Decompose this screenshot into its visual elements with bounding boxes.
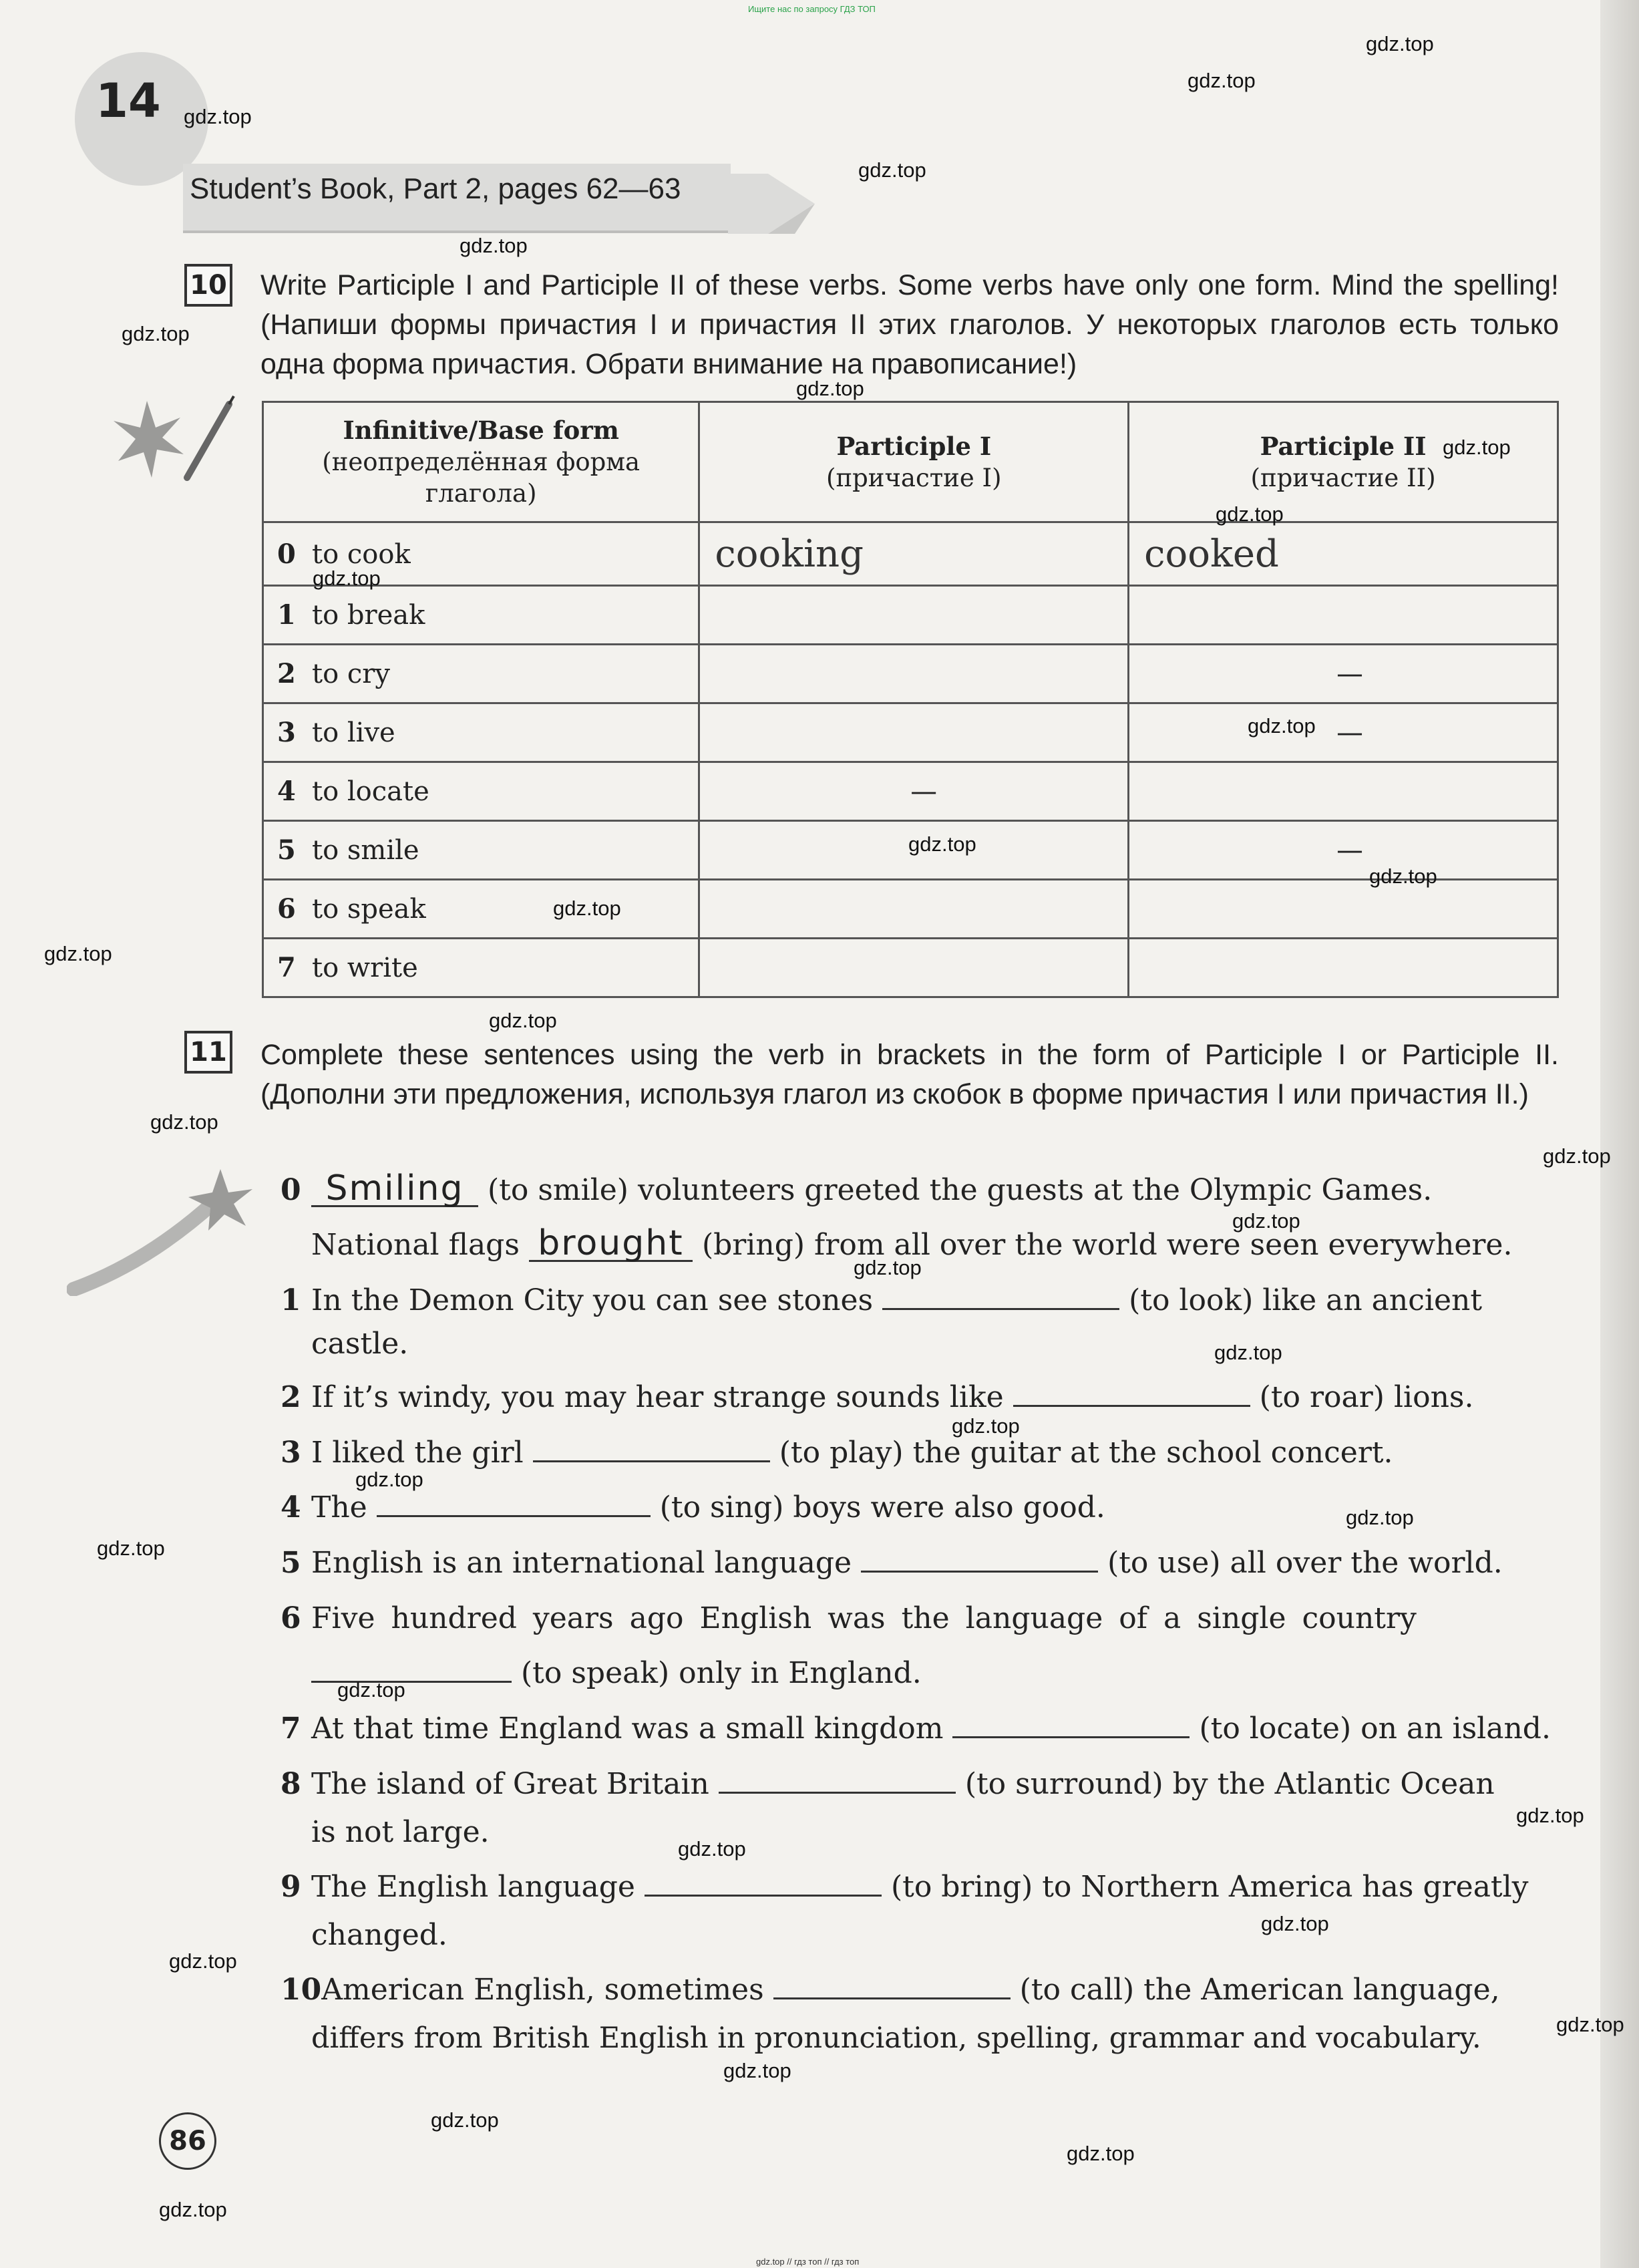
sentence-text: Five hundred years ago English was the language of a single country xyxy=(311,1601,1417,1635)
sentence-number: 8 xyxy=(281,1767,301,1801)
header-title: Participle I xyxy=(836,431,992,461)
sentence-number: 6 xyxy=(281,1601,301,1635)
participle-2-cell: — xyxy=(1129,645,1558,703)
top-link[interactable]: Ищите нас по запросу ГДЗ ТОП xyxy=(748,4,876,14)
exercise-10-number: 10 xyxy=(184,264,232,307)
sentence-9 xyxy=(281,1862,1563,1912)
participle-1-cell[interactable] xyxy=(699,880,1129,939)
sentence-text: (to sing) boys were also good. xyxy=(659,1490,1105,1524)
sentence-8-line-2: is not large. xyxy=(311,1815,490,1849)
watermark: gdz.top xyxy=(1188,69,1256,92)
row-number: 0 xyxy=(277,538,296,570)
watermark: gdz.top xyxy=(1232,1209,1300,1233)
row-number: 2 xyxy=(277,658,296,689)
watermark: gdz.top xyxy=(1216,502,1284,526)
table-header-participle-1 xyxy=(699,402,1129,522)
watermark: gdz.top xyxy=(355,1468,423,1491)
sentence-6 xyxy=(281,1594,1563,1643)
watermark: gdz.top xyxy=(1556,2013,1624,2036)
infinitive-cell xyxy=(263,645,699,703)
star-pen-icon xyxy=(110,391,244,484)
participle-2-cell: — xyxy=(1129,703,1558,762)
watermark: gdz.top xyxy=(1369,864,1437,888)
participle-2-cell[interactable] xyxy=(1129,939,1558,997)
watermark: gdz.top xyxy=(1443,436,1511,459)
sentence-2 xyxy=(281,1373,1563,1422)
answer-blank-4[interactable] xyxy=(377,1515,651,1517)
sentence-number: 5 xyxy=(281,1546,301,1580)
watermark: gdz.top xyxy=(553,897,621,920)
watermark: gdz.top xyxy=(460,234,528,257)
sentence-number: 0 xyxy=(281,1173,301,1207)
watermark: gdz.top xyxy=(337,1678,405,1702)
participle-2-cell: cooked xyxy=(1129,522,1558,586)
sentence-text: (to roar) lions. xyxy=(1259,1380,1474,1414)
watermark: gdz.top xyxy=(854,1256,922,1279)
infinitive-cell xyxy=(263,703,699,762)
sentence-number: 1 xyxy=(281,1283,301,1317)
watermark: gdz.top xyxy=(1543,1144,1611,1168)
participle-2-cell[interactable] xyxy=(1129,880,1558,939)
sentence-text: The xyxy=(311,1490,367,1524)
row-number: 4 xyxy=(277,776,296,807)
watermark: gdz.top xyxy=(159,2198,227,2221)
verb: to smile xyxy=(312,835,419,866)
page-number: 14 xyxy=(96,73,161,128)
infinitive-cell xyxy=(263,762,699,821)
sentence-3 xyxy=(281,1428,1563,1478)
participle-2-cell[interactable] xyxy=(1129,762,1558,821)
header-subtitle: (неопределённая форма глагола) xyxy=(322,448,641,508)
header-subtitle: (причастие II) xyxy=(1250,463,1436,492)
table-row xyxy=(263,645,1558,703)
sentence-number: 10 xyxy=(281,1973,322,2007)
verb: to break xyxy=(312,600,425,631)
answer-blank-3[interactable] xyxy=(533,1460,770,1462)
sentence-text: (to play) the guitar at the school concert. xyxy=(779,1436,1393,1470)
verb: to live xyxy=(312,717,395,748)
sentence-number: 3 xyxy=(281,1436,301,1470)
sentence-text: The island of Great Britain xyxy=(311,1767,709,1801)
watermark: gdz.top xyxy=(489,1009,557,1032)
row-number: 5 xyxy=(277,834,296,866)
participle-1-cell[interactable] xyxy=(699,645,1129,703)
watermark: gdz.top xyxy=(908,832,976,856)
sentence-7 xyxy=(281,1704,1563,1754)
shooting-star-icon xyxy=(67,1162,254,1296)
watermark: gdz.top xyxy=(678,1837,746,1860)
sentence-0-line-2 xyxy=(311,1221,1567,1270)
sentence-text: At that time England was a small kingdom xyxy=(311,1712,944,1746)
watermark: gdz.top xyxy=(1214,1341,1282,1364)
watermark: gdz.top xyxy=(1366,32,1434,55)
watermark: gdz.top xyxy=(1261,1912,1329,1935)
answer-0b: brought xyxy=(529,1227,693,1262)
watermark: gdz.top xyxy=(1346,1506,1414,1529)
infinitive-cell xyxy=(263,821,699,880)
watermark: gdz.top xyxy=(44,942,112,965)
watermark: gdz.top xyxy=(150,1110,218,1134)
header-title: Infinitive/Base form xyxy=(343,416,619,445)
watermark: gdz.top xyxy=(313,566,381,590)
table-row xyxy=(263,522,1558,586)
watermark: gdz.top xyxy=(97,1536,165,1560)
participle-2-cell: — xyxy=(1129,821,1558,880)
watermark: gdz.top xyxy=(1248,714,1316,738)
sentence-text: If it’s windy, you may hear strange sounds like xyxy=(311,1380,1004,1414)
sentence-10 xyxy=(281,1965,1563,2015)
table-header-infinitive xyxy=(263,402,699,522)
page-edge-shadow xyxy=(1600,0,1639,2268)
verb: to locate xyxy=(312,776,429,807)
footer-page-number: 86 xyxy=(159,2112,216,2170)
sentence-text: (to smile) volunteers greeted the guests at the Olympic Games. xyxy=(488,1173,1433,1207)
sentence-0 xyxy=(281,1166,1563,1215)
watermark: gdz.top xyxy=(796,377,864,400)
banner-text: Student’s Book, Part 2, pages 62—63 xyxy=(190,172,681,205)
row-number: 3 xyxy=(277,717,296,748)
sentence-text: I liked the girl xyxy=(311,1436,524,1470)
participle-1-cell[interactable] xyxy=(699,586,1129,645)
sentence-5 xyxy=(281,1538,1563,1588)
answer-blank-10[interactable] xyxy=(773,1997,1011,1999)
banner-arrow-icon xyxy=(728,167,822,240)
participle-1-cell[interactable] xyxy=(699,939,1129,997)
exercise-11-number: 11 xyxy=(184,1031,232,1074)
bottom-link[interactable]: gdz.top // гдз топ // гдз топ xyxy=(756,2257,860,2267)
sentence-text: (to use) all over the world. xyxy=(1107,1546,1503,1580)
watermark: gdz.top xyxy=(1516,1804,1584,1827)
watermark: gdz.top xyxy=(431,2108,499,2132)
participle-1-cell: — xyxy=(699,762,1129,821)
answer-blank-5[interactable] xyxy=(861,1571,1098,1573)
sentence-number: 2 xyxy=(281,1380,301,1414)
answer-blank-9[interactable] xyxy=(645,1895,882,1897)
answer-0: Smiling xyxy=(311,1172,478,1207)
participle-1-cell: cooking xyxy=(699,522,1129,586)
table-row xyxy=(263,762,1558,821)
row-number: 6 xyxy=(277,893,296,925)
sentence-text: National flags xyxy=(311,1228,520,1262)
sentence-number: 7 xyxy=(281,1712,301,1746)
answer-blank-1[interactable] xyxy=(882,1308,1119,1310)
verb: to write xyxy=(312,953,418,983)
watermark: gdz.top xyxy=(122,322,190,345)
sentence-text: (to surround) by the Atlantic Ocean xyxy=(964,1767,1495,1801)
exercise-10-instruction: Write Participle I and Participle II of these verbs. Some verbs have only one form. Mind the spelling! (Напиши формы причастия I и причастия II этих глаголов. У некоторых глаголов есть только одна форма причастия. Обрати внимание на правописание!) xyxy=(260,269,1559,380)
row-number: 1 xyxy=(277,599,296,631)
infinitive-cell xyxy=(263,939,699,997)
exercise-11-instruction: Complete these sentences using the verb in brackets in the form of Participle I or Participle II. (Дополни эти предложения, используя глагол из скобок в форме причастия I или причастия II.) xyxy=(260,1039,1559,1110)
watermark: gdz.top xyxy=(1067,2142,1135,2165)
sentence-1 xyxy=(281,1276,1563,1325)
table-header-participle-2 xyxy=(1129,402,1558,522)
watermark: gdz.top xyxy=(723,2059,791,2082)
sentence-10-line-2: differs from British English in pronunciation, spelling, grammar and vocabulary. xyxy=(311,2021,1481,2055)
header-title: Participle II xyxy=(1260,431,1427,461)
table-row xyxy=(263,880,1558,939)
participle-1-cell[interactable] xyxy=(699,703,1129,762)
infinitive-cell xyxy=(263,586,699,645)
answer-blank-2[interactable] xyxy=(1013,1405,1250,1407)
sentence-text: (to speak) only in England. xyxy=(521,1656,922,1690)
sentence-9-line-2: changed. xyxy=(311,1918,447,1952)
infinitive-cell xyxy=(263,880,699,939)
watermark: gdz.top xyxy=(184,105,252,128)
sentence-text: English is an international language xyxy=(311,1546,852,1580)
header-subtitle: (причастие I) xyxy=(826,463,1002,492)
sentence-text: American English, sometimes xyxy=(321,1973,764,2007)
table-row xyxy=(263,586,1558,645)
verb: to speak xyxy=(312,894,426,925)
sentence-text: In the Demon City you can see stones xyxy=(311,1283,874,1317)
sentence-8 xyxy=(281,1760,1563,1809)
sentence-text: (bring) from all over the world were seen everywhere. xyxy=(701,1228,1513,1262)
sentence-text: (to locate) on an island. xyxy=(1199,1712,1551,1746)
participle-table xyxy=(262,401,1559,998)
sentence-6-line-2 xyxy=(311,1649,1567,1698)
sentence-text: (to bring) to Northern America has greatly xyxy=(890,1870,1529,1904)
answer-blank-7[interactable] xyxy=(952,1736,1190,1738)
verb: to cook xyxy=(312,538,411,570)
sentence-number: 9 xyxy=(281,1870,301,1904)
verb: to cry xyxy=(312,659,390,689)
table-row xyxy=(263,703,1558,762)
watermark: gdz.top xyxy=(858,158,926,182)
participle-2-cell[interactable] xyxy=(1129,586,1558,645)
sentence-text: The English language xyxy=(311,1870,635,1904)
sentence-number: 4 xyxy=(281,1490,301,1524)
watermark: gdz.top xyxy=(169,1949,237,1973)
answer-blank-8[interactable] xyxy=(719,1792,956,1794)
sentence-text: (to call) the American language, xyxy=(1019,1973,1500,2007)
sentence-1-line-2: castle. xyxy=(311,1327,409,1361)
row-number: 7 xyxy=(277,952,296,983)
watermark: gdz.top xyxy=(952,1414,1020,1438)
table-row xyxy=(263,939,1558,997)
sentence-text: (to look) like an ancient xyxy=(1129,1283,1483,1317)
